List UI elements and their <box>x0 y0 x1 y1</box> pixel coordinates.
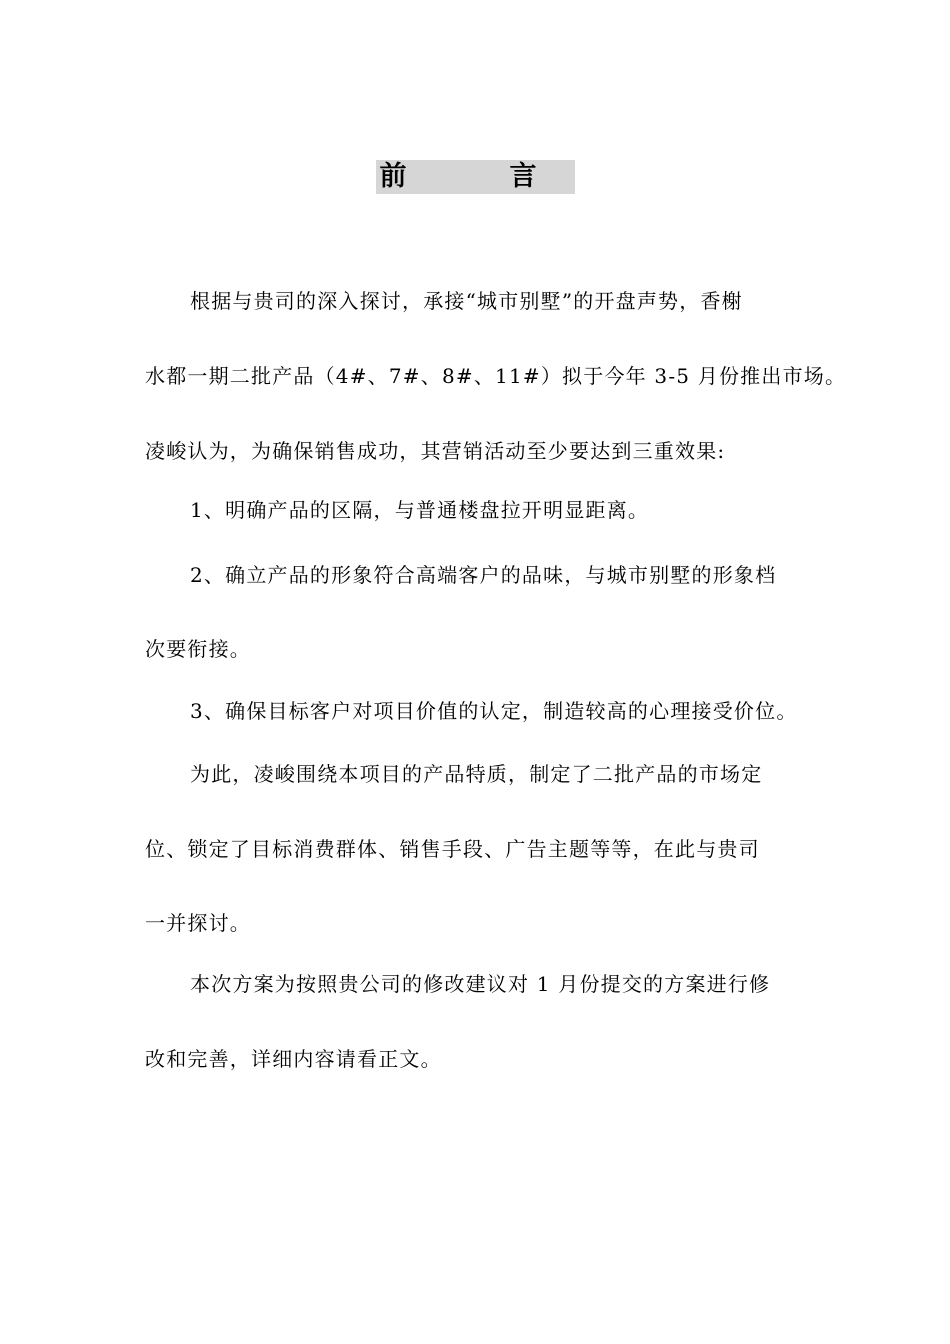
paragraph-line: 改和完善，详细内容请看正文。 <box>145 1047 442 1071</box>
list-item: 1、明确产品的区隔，与普通楼盘拉开明显距离。 <box>190 498 650 522</box>
paragraph-line: 根据与贵司的深入探讨，承接“城市别墅”的开盘声势，香榭 <box>190 289 743 313</box>
paragraph-line: 水都一期二批产品（4#、7#、8#、11#）拟于今年 3-5 月份推出市场。 <box>145 364 847 388</box>
paragraph-line: 为此，凌峻围绕本项目的产品特质，制定了二批产品的市场定 <box>190 762 763 786</box>
paragraph-line: 次要衔接。 <box>145 637 251 661</box>
list-item: 3、确保目标客户对项目价值的认定，制造较高的心理接受价位。 <box>190 699 798 723</box>
paragraph-line: 位、锁定了目标消费群体、销售手段、广告主题等等，在此与贵司 <box>145 837 760 861</box>
paragraph-line: 一并探讨。 <box>145 911 251 935</box>
title-container <box>0 160 950 194</box>
paragraph-line: 本次方案为按照贵公司的修改建议对 1 月份提交的方案进行修 <box>190 972 771 996</box>
page-title: 前 言 <box>376 160 575 194</box>
paragraph-line: 凌峻认为，为确保销售成功，其营销活动至少要达到三重效果: <box>145 439 726 463</box>
list-item: 2、确立产品的形象符合高端客户的品味，与城市别墅的形象档 <box>190 563 777 587</box>
